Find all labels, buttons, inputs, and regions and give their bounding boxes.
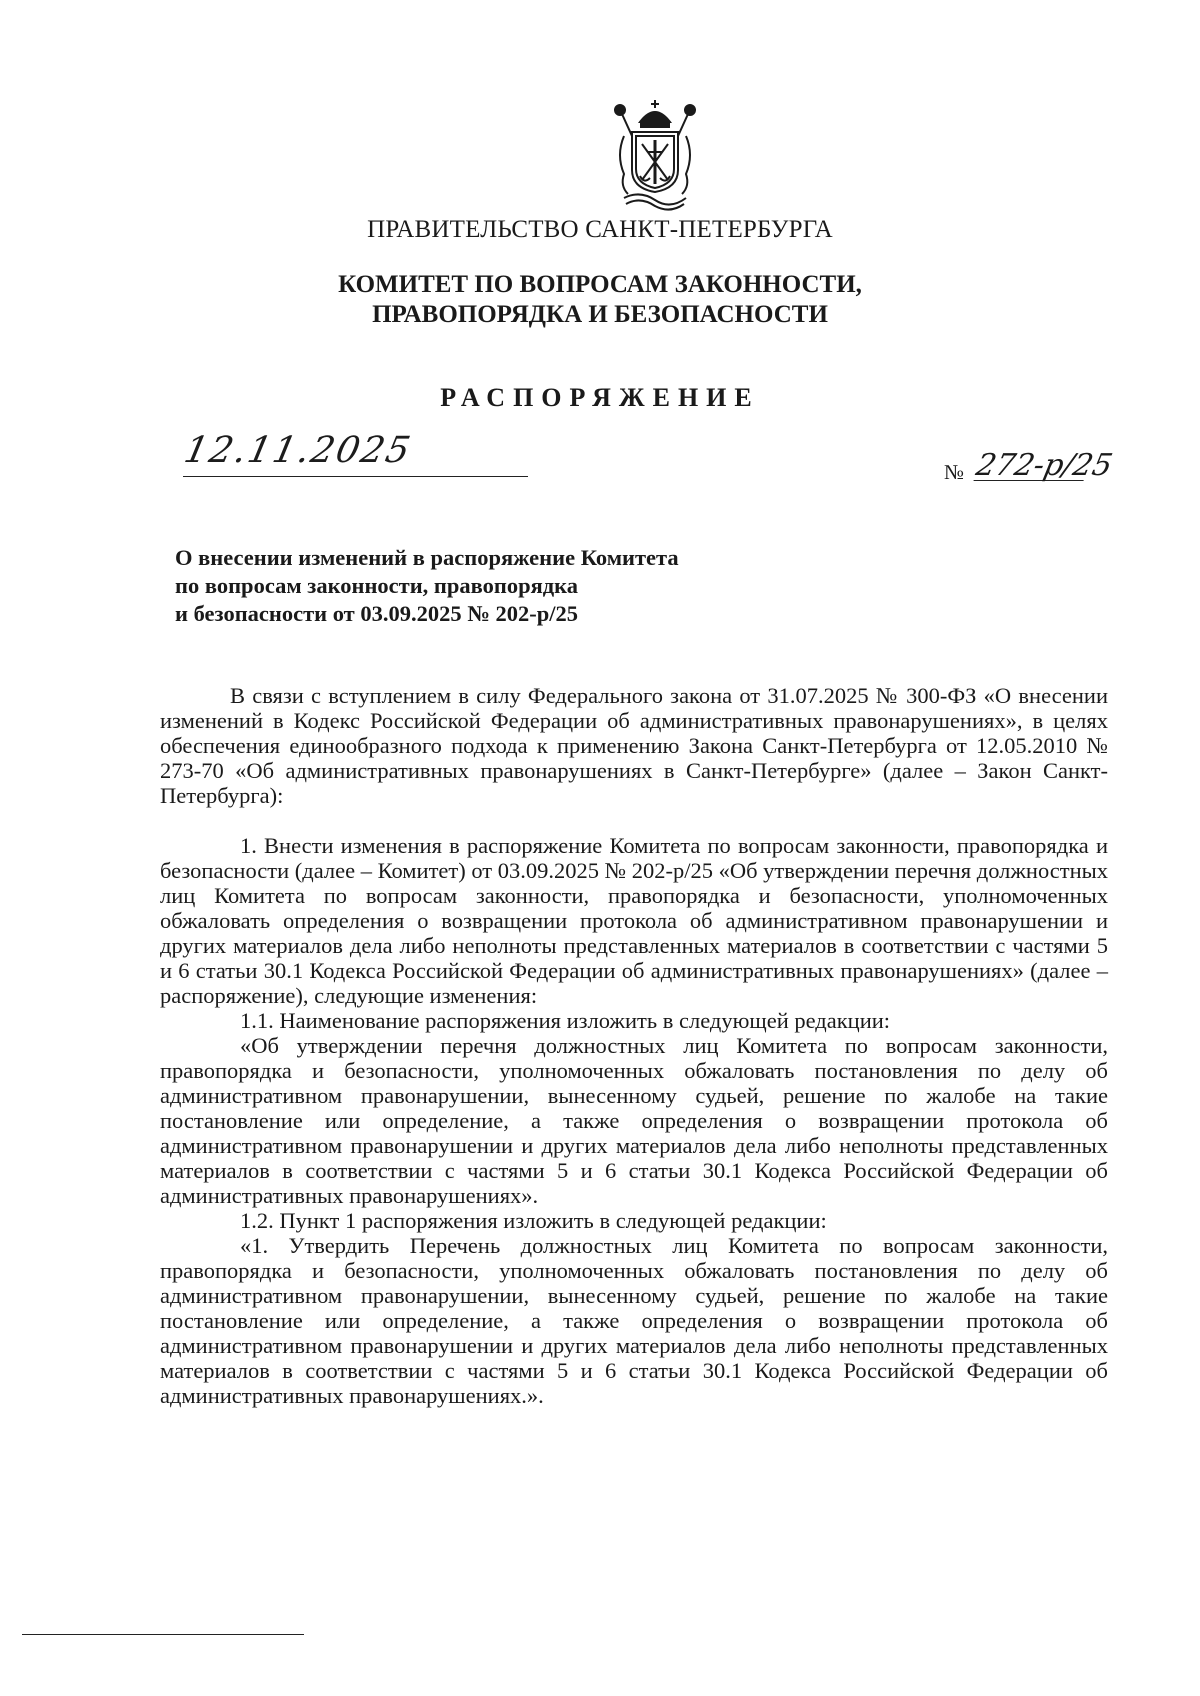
government-title: ПРАВИТЕЛЬСТВО САНКТ-ПЕТЕРБУРГА [367,216,833,243]
item-1-paragraph: 1. Внести изменения в распоряжение Комитета по вопросам законности, правопорядка и безопасности (далее – Комитет) от 03.09.2025 № 202-р/25 «Об утверждении перечня должностных лиц Комитета по вопросам законности, правопорядка и безопасности, уполномоченных обжаловать определения о возвращении протокола об административном правонарушении и других материалов дела либо неполноты представленных материалов в соответствии с частями 5 и 6 статьи 30.1 Кодекса Российской Федерации об административных правонарушениях» (далее – распоряжение), следующие изменения: [160,833,1108,1008]
item-1-1-paragraph: 1.1. Наименование распоряжения изложить в следующей редакции: [240,1008,891,1033]
document-subject [175,544,795,628]
document-body [160,683,1108,1408]
item-1-2-text-paragraph: «1. Утвердить Перечень должностных лиц Комитета по вопросам законности, правопорядка и безопасности, уполномоченных обжаловать постановления по делу об административном правонарушении, вынесенному судьей, решение по жалобе на такие постановление или определение, а также определения о возвращении протокола об административном правонарушении и других материалов дела либо неполноты представленных материалов в соответствии с частями 5 и 6 статьи 30.1 Кодекса Российской Федерации об административных правонарушениях.». [160,1233,1108,1408]
preamble-paragraph: В связи с вступлением в силу Федерального закона от 31.07.2025 № 300-ФЗ «О внесении изменений в Кодекс Российской Федерации об административных правонарушениях», в целях обеспечения единообразного подхода к применению Закона Санкт-Петербурга от 12.05.2010 № 273-70 «Об административных правонарушениях в Санкт-Петербурге» (далее – Закон Санкт-Петербурга): [160,683,1108,808]
footer-divider [22,1634,304,1635]
document-date: 12.11.2025 [180,430,416,471]
document-date-field [180,428,528,477]
number-sign-label: № [944,460,965,484]
subject-line1: О внесении изменений в распоряжение Комитета [175,545,679,570]
subject-line2: по вопросам законности, правопорядка [175,573,579,598]
subject-line3: и безопасности от 03.09.2025 № 202-р/25 [175,601,578,626]
document-number: 272-р/25 [973,448,1116,483]
committee-title-line1: КОМИТЕТ ПО ВОПРОСАМ ЗАКОННОСТИ, [338,271,862,298]
saint-petersburg-coat-of-arms-icon [610,100,700,212]
committee-title-line2: ПРАВОПОРЯДКА И БЕЗОПАСНОСТИ [372,301,828,328]
committee-title [0,270,1200,330]
item-1-1-text-paragraph: «Об утверждении перечня должностных лиц Комитета по вопросам законности, правопорядка и безопасности, уполномоченных обжаловать постановления по делу об административном правонарушении, вынесенному судьей, решение по жалобе на такие постановление или определение, а также определения о возвращении протокола об административном правонарушении и других материалов дела либо неполноты представленных материалов в соответствии с частями 5 и 6 статьи 30.1 Кодекса Российской Федерации об административных правонарушениях». [160,1033,1108,1208]
document-type-heading: РАСПОРЯЖЕНИЕ [440,383,760,412]
item-1-2-paragraph: 1.2. Пункт 1 распоряжения изложить в следующей редакции: [240,1208,827,1233]
